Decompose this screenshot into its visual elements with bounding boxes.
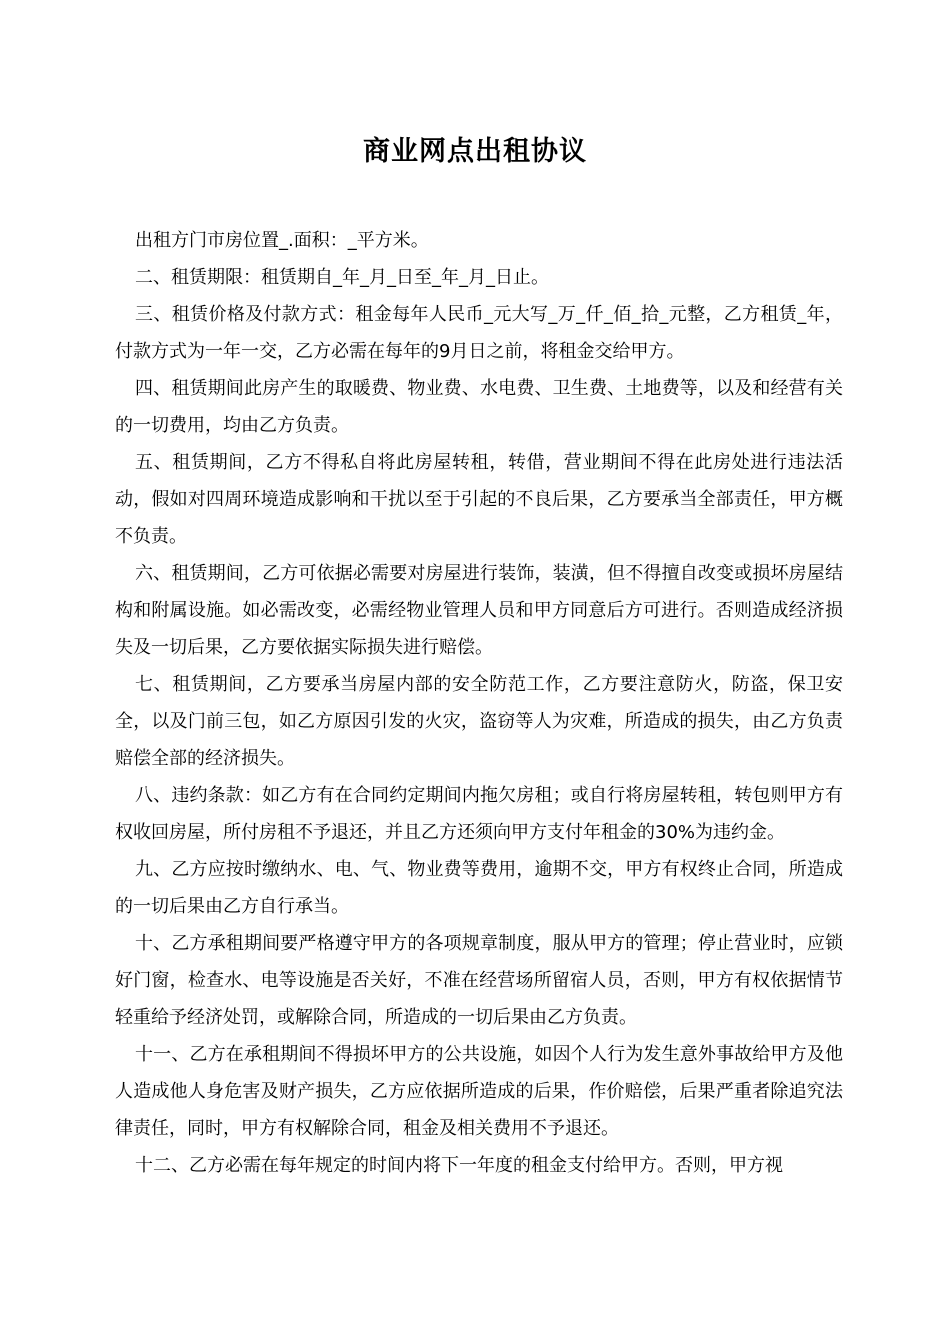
paragraph-decoration: 六、租赁期间，乙方可依据必需要对房屋进行装饰，装潢，但不得擅自改变或损坏房屋结构和附属设施。如必需改变，必需经物业管理人员和甲方同意后方可进行。否则造成经济损失及一切后果，乙方要依据实际损失进行赔偿。: [115, 563, 843, 658]
document-title: 商业网点出租协议: [363, 136, 587, 167]
paragraph-rent-deadline: 十二、乙方必需在每年规定的时间内将下一年度的租金支付给甲方。否则，甲方视: [135, 1155, 783, 1176]
paragraph-breach: 八、违约条款：如乙方有在合同约定期间内拖欠房租；或自行将房屋转租，转包则甲方有权收回房屋，所付房租不予退还，并且乙方还须向甲方支付年租金的30%为违约金。: [115, 785, 843, 843]
paragraph-no-sublease: 五、租赁期间，乙方不得私自将此房屋转租，转借，营业期间不得在此房处进行违法活动，假如对四周环境造成影响和干扰以至于引起的不良后果，乙方要承当全部责任，甲方概不负责。: [115, 452, 843, 547]
paragraph-lease-term: 二、租赁期限：租赁期自_年_月_日至_年_月_日止。: [135, 267, 549, 288]
paragraph-utilities: 九、乙方应按时缴纳水、电、气、物业费等费用，逾期不交，甲方有权终止合同，所造成的一切后果由乙方自行承当。: [115, 859, 843, 917]
paragraph-location: 出租方门市房位置_.面积：_平方米。: [135, 230, 429, 251]
paragraph-fees: 四、租赁期间此房产生的取暖费、物业费、水电费、卫生费、土地费等，以及和经营有关的一切费用，均由乙方负责。: [115, 378, 843, 436]
paragraph-safety: 七、租赁期间，乙方要承当房屋内部的安全防范工作，乙方要注意防火，防盗，保卫安全，以及门前三包，如乙方原因引发的火灾，盗窃等人为灾难，所造成的损失，由乙方负责赔偿全部的经济损失。: [115, 674, 843, 769]
document-body: [115, 222, 843, 1184]
paragraph-rules: 十、乙方承租期间要严格遵守甲方的各项规章制度，服从甲方的管理；停止营业时，应锁好门窗，检查水、电等设施是否关好，不准在经营场所留宿人员，否则，甲方有权依据情节轻重给予经济处罚，或解除合同，所造成的一切后果由乙方负责。: [115, 933, 843, 1028]
paragraph-public-facilities: 十一、乙方在承租期间不得损坏甲方的公共设施，如因个人行为发生意外事故给甲方及他人造成他人身危害及财产损失，乙方应依据所造成的后果，作价赔偿，后果严重者除追究法律责任，同时，甲方有权解除合同，租金及相关费用不予退还。: [115, 1044, 843, 1139]
paragraph-price-payment: 三、租赁价格及付款方式：租金每年人民币_元大写_万_仟_佰_拾_元整，乙方租赁_年，付款方式为一年一交，乙方必需在每年的9月日之前，将租金交给甲方。: [115, 304, 843, 362]
